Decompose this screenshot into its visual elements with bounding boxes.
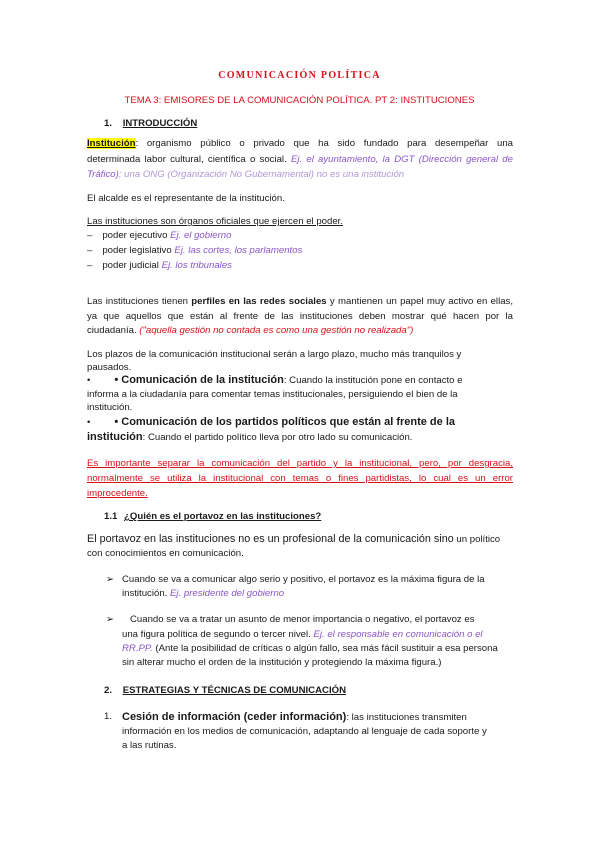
bullet-marker: • [87, 375, 91, 386]
bullet-marker: • [87, 417, 91, 428]
arrow-item-1-line-1: Cuando se va a comunicar algo serio y positivo, el portavoz es la máxima figura de la [122, 574, 485, 585]
tipo-1-line-3: institución. [87, 402, 133, 413]
arrow-item-1-line-2: institución. Ej. presidente del gobierno [122, 588, 285, 599]
list-item: – poder judicial Ej. los tribunales [87, 260, 232, 271]
arrow-item-2-line-3: RR.PP. (Ante la posibilidad de críticas o algún fallo, sea más fácil sustituir a esa persona [122, 643, 498, 654]
cesion-line-3: a las rutinas. [122, 740, 177, 751]
section-2-heading [104, 685, 346, 697]
importante-line-2: normalmente se utiliza la institucional con temas o fines partidistas, lo cual es un error [87, 473, 513, 484]
redes-line-1: Las instituciones tienen perfiles en las redes sociales y mantienen un papel muy activo en ellas, [87, 296, 513, 307]
cesion-line-1: Cesión de información (ceder información): las instituciones transmiten [122, 711, 467, 723]
alcalde-text: El alcalde es el representante de la institución. [87, 193, 285, 204]
redes-line-2: ya que aquellos que están al frente de las instituciones deben mostrar qué hacen por la [87, 311, 513, 322]
dash-bullet: – [87, 245, 93, 256]
arrow-item-2-line-4: sin alterar mucho el orden de la institución y protegiendo la máxima figura.) [122, 657, 442, 668]
definition-line-3: Tráfico); una ONG (Organización No Gubernamental) no es una institución [87, 169, 405, 180]
section-1-heading [104, 118, 197, 130]
tipo-1-line-1: • • Comunicación de la institución: Cuando la institución pone en contacto e [87, 374, 463, 386]
portavoz-line-1: El portavoz en las instituciones no es un profesional de la comunicación sino un político [87, 533, 501, 545]
definition-line-2: determinada labor cultural, científica o social. Ej. el ayuntamiento, la DGT (Dirección general de [87, 154, 513, 165]
quote-text: ("aquella gestión no contada es como una gestión no realizada") [139, 325, 414, 336]
importante-line-1: Es importante separar la comunicación del partido y la institucional, pero, por desgracia, [87, 458, 513, 469]
portavoz-line-2: con conocimientos en comunicación. [87, 548, 244, 559]
section-title: INTRODUCCIÓN [122, 118, 198, 129]
importante-line-3: improcedente. [87, 488, 148, 499]
arrow-item-2-line-1: Cuando se va a tratar un asunto de menor importancia o negativo, el portavoz es [130, 614, 475, 625]
list-item: – poder legislativo Ej. las cortes, los parlamentos [87, 245, 303, 256]
section-number: 1.1 [104, 511, 118, 522]
example-text: Ej. el ayuntamiento, la DGT (Dirección general de [290, 154, 513, 165]
plazos-line-2: pausados. [87, 362, 132, 373]
dash-bullet: – [87, 230, 93, 241]
definition-line-1: Institución: organismo público o privado que ha sido fundado para desempeñar una [87, 138, 513, 149]
section-title: ¿Quién es el portavoz en las instituciones? [124, 511, 322, 522]
arrow-bullet-icon: ➢ [106, 614, 115, 625]
term-institucion: Institución [87, 138, 136, 149]
tipo-2-line-1: • • Comunicación de los partidos políticos que están al frente de la [87, 416, 455, 428]
arrow-item-2-line-2: una figura política de segundo o tercer nivel. Ej. el responsable en comunicación o el [122, 629, 483, 640]
arrow-bullet-icon: ➢ [106, 574, 115, 585]
list-item: – poder ejecutivo Ej. el gobierno [87, 230, 232, 241]
redes-line-3: ciudadanía. ("aquella gestión no contada es como una gestión no realizada") [87, 325, 414, 336]
document-title: COMUNICACIÓN POLÍTICA [218, 70, 381, 81]
tipo-1-line-2: informa a la ciudadanía para comentar temas institucionales, persiguiendo el bien de la [87, 389, 458, 400]
section-number: 1. [104, 118, 113, 129]
organos-heading: Las instituciones son órganos oficiales que ejercen el poder. [87, 216, 343, 227]
section-title: ESTRATEGIAS Y TÉCNICAS DE COMUNICACIÓN [122, 685, 347, 696]
cesion-number: 1. [104, 711, 113, 722]
document-subtitle: TEMA 3: EMISORES DE LA COMUNICACIÓN POLÍTICA. PT 2: INSTITUCIONES [124, 95, 475, 106]
section-1-1-heading [104, 511, 321, 523]
plazos-line-1: Los plazos de la comunicación institucional serán a largo plazo, mucho más tranquilos y [87, 349, 462, 360]
cesion-line-2: información en los medios de comunicación, adaptando al lenguaje de cada soporte y [122, 726, 487, 737]
section-number: 2. [104, 685, 113, 696]
tipo-2-line-2: institución: Cuando el partido político lleva por otro lado su comunicación. [87, 431, 413, 443]
dash-bullet: – [87, 260, 93, 271]
